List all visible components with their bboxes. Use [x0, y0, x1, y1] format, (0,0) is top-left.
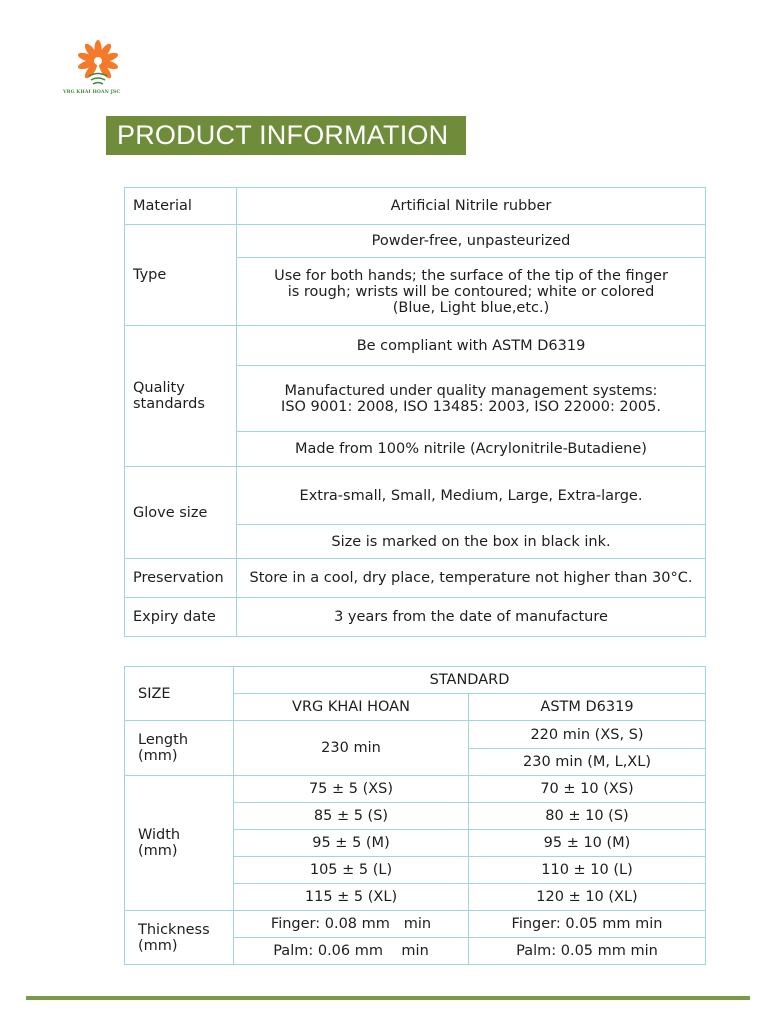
vrg-column-header: VRG KHAI HOAN — [234, 694, 469, 721]
quality-value-2: Manufactured under quality management systems: ISO 9001: 2008, ISO 13485: 2003, ISO 22000: 2005. — [237, 366, 706, 432]
width-vrg-l: 105 ± 5 (L) — [234, 857, 469, 884]
sun-flower-logo-icon — [65, 40, 131, 90]
width-astm-l: 110 ± 10 (L) — [469, 857, 706, 884]
table-row — [125, 598, 706, 637]
astm-column-header: ASTM D6319 — [469, 694, 706, 721]
width-vrg-xl: 115 ± 5 (XL) — [234, 884, 469, 911]
thickness-vrg-finger: Finger: 0.08 mm min — [234, 911, 469, 938]
company-logo — [63, 40, 133, 98]
size-header: SIZE — [125, 667, 234, 721]
width-astm-xl: 120 ± 10 (XL) — [469, 884, 706, 911]
material-value: Artificial Nitrile rubber — [237, 188, 706, 225]
width-astm-m: 95 ± 10 (M) — [469, 830, 706, 857]
standard-header: STANDARD — [234, 667, 706, 694]
thickness-astm-finger: Finger: 0.05 mm min — [469, 911, 706, 938]
expiry-label: Expiry date — [125, 598, 237, 637]
width-vrg-m: 95 ± 5 (M) — [234, 830, 469, 857]
length-astm-value-2: 230 min (M, L,XL) — [469, 749, 706, 776]
company-name: VRG KHAI HOAN JSC — [63, 90, 121, 95]
quality-value-1: Be compliant with ASTM D6319 — [237, 326, 706, 366]
table-row — [125, 188, 706, 225]
expiry-value: 3 years from the date of manufacture — [237, 598, 706, 637]
length-vrg-value: 230 min — [234, 721, 469, 776]
preservation-value: Store in a cool, dry place, temperature not higher than 30°C. — [237, 559, 706, 598]
type-value-2: Use for both hands; the surface of the tip of the finger is rough; wrists will be contoured; white or colored (Blue, Light blue,etc.) — [237, 258, 706, 326]
table-row — [125, 776, 706, 803]
glove-size-value-2: Size is marked on the box in black ink. — [237, 525, 706, 559]
table-row — [125, 667, 706, 694]
width-vrg-xs: 75 ± 5 (XS) — [234, 776, 469, 803]
product-info-table — [124, 187, 706, 637]
length-label: Length (mm) — [125, 721, 234, 776]
width-astm-xs: 70 ± 10 (XS) — [469, 776, 706, 803]
preservation-label: Preservation — [125, 559, 237, 598]
page-title: PRODUCT INFORMATION — [106, 116, 466, 155]
table-row — [125, 467, 706, 525]
glove-size-label: Glove size — [125, 467, 237, 559]
thickness-astm-palm: Palm: 0.05 mm min — [469, 938, 706, 965]
thickness-vrg-palm: Palm: 0.06 mm min — [234, 938, 469, 965]
table-row — [125, 721, 706, 749]
table-row — [125, 326, 706, 366]
width-vrg-s: 85 ± 5 (S) — [234, 803, 469, 830]
table-row — [125, 559, 706, 598]
type-value-1: Powder-free, unpasteurized — [237, 225, 706, 258]
table-row — [125, 225, 706, 258]
type-label: Type — [125, 225, 237, 326]
width-label: Width (mm) — [125, 776, 234, 911]
thickness-label: Thickness (mm) — [125, 911, 234, 965]
footer-divider — [26, 996, 750, 1000]
quality-label: Quality standards — [125, 326, 237, 467]
length-astm-value-1: 220 min (XS, S) — [469, 721, 706, 749]
table-row — [125, 911, 706, 938]
width-astm-s: 80 ± 10 (S) — [469, 803, 706, 830]
size-standard-table — [124, 666, 706, 965]
glove-size-value-1: Extra-small, Small, Medium, Large, Extra-large. — [237, 467, 706, 525]
quality-value-3: Made from 100% nitrile (Acrylonitrile-Butadiene) — [237, 432, 706, 467]
material-label: Material — [125, 188, 237, 225]
